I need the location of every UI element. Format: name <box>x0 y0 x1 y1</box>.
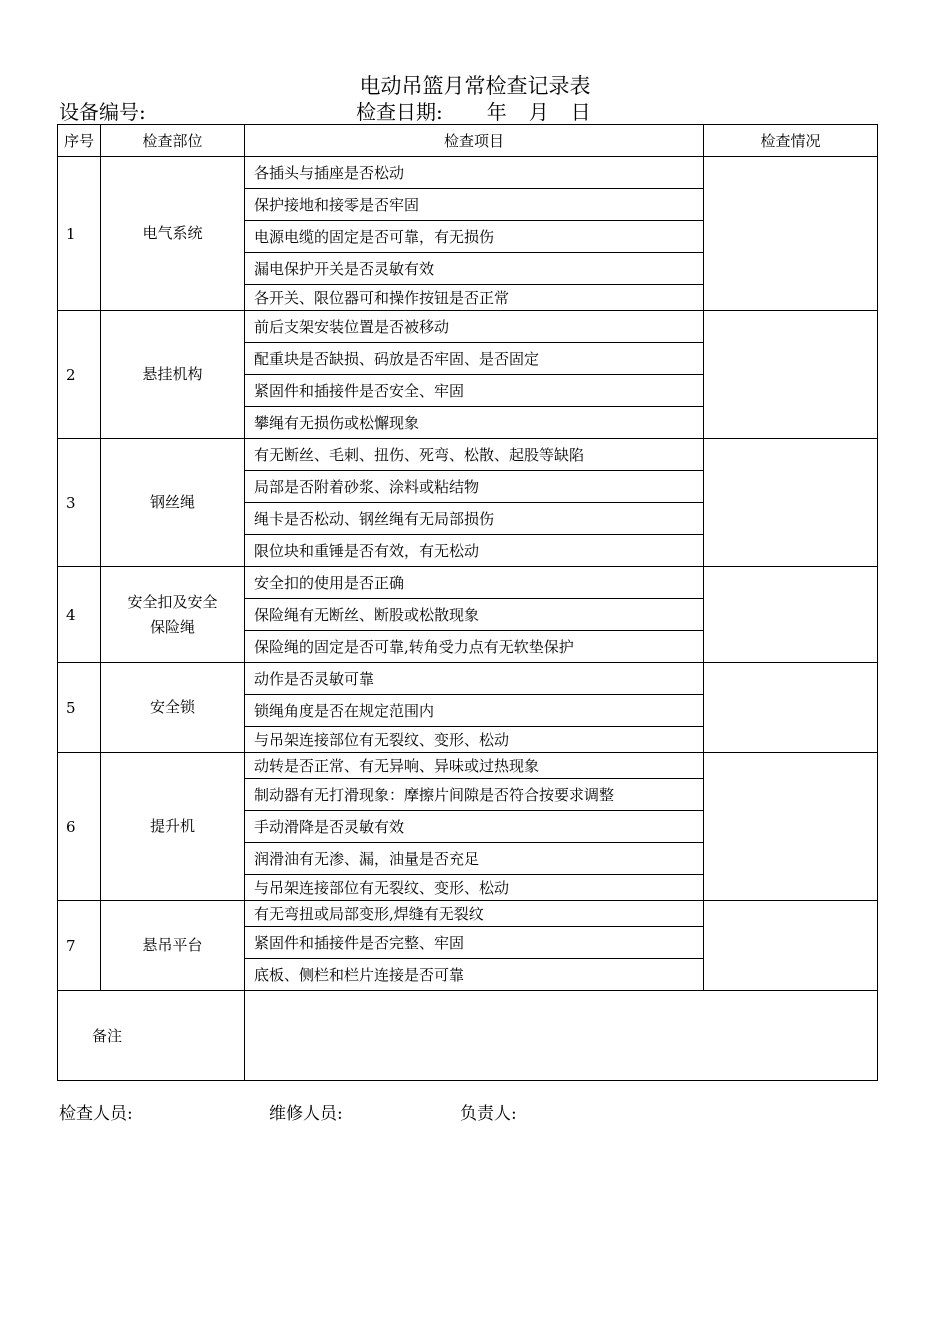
check-item: 动作是否灵敏可靠 <box>245 663 704 695</box>
header-seq: 序号 <box>58 125 101 157</box>
check-item: 有无弯扭或局部变形,焊缝有无裂纹 <box>245 901 704 927</box>
inspection-date <box>356 98 591 126</box>
remarks-row <box>58 991 878 1081</box>
responsible-label: 负责人: <box>460 1104 517 1124</box>
check-item: 底板、侧栏和栏片连接是否可靠 <box>245 959 704 991</box>
section-part: 电气系统 <box>101 157 245 311</box>
check-item: 有无断丝、毛刺、扭伤、死弯、松散、起股等缺陷 <box>245 439 704 471</box>
inspector-label: 检查人员: <box>59 1104 133 1124</box>
header-row <box>58 125 878 157</box>
header-items: 检查项目 <box>245 125 704 157</box>
check-item: 限位块和重锤是否有效，有无松动 <box>245 535 704 567</box>
year-label: 年 <box>486 100 507 124</box>
date-label: 检查日期: <box>356 100 443 124</box>
section-part-line: 安全扣及安全 <box>127 592 218 611</box>
table-row <box>58 663 878 695</box>
check-item: 前后支架安装位置是否被移动 <box>245 311 704 343</box>
table-row <box>58 439 878 471</box>
status-cell[interactable] <box>704 663 878 753</box>
status-cell[interactable] <box>704 567 878 663</box>
table-row <box>58 311 878 343</box>
check-item: 保护接地和接零是否牢固 <box>245 189 704 221</box>
repairer-label: 维修人员: <box>269 1104 343 1124</box>
status-cell[interactable] <box>704 157 878 311</box>
section-number: 3 <box>58 439 101 567</box>
equipment-no-label: 设备编号: <box>59 100 146 124</box>
section-part: 提升机 <box>101 753 245 901</box>
table-row <box>58 901 878 927</box>
check-item: 安全扣的使用是否正确 <box>245 567 704 599</box>
section-part <box>101 567 245 663</box>
section-number: 1 <box>58 157 101 311</box>
table-row <box>58 157 878 189</box>
check-item: 保险绳的固定是否可靠,转角受力点有无软垫保护 <box>245 631 704 663</box>
check-item: 与吊架连接部位有无裂纹、变形、松动 <box>245 875 704 901</box>
check-item: 电源电缆的固定是否可靠，有无损伤 <box>245 221 704 253</box>
remarks-field[interactable] <box>245 991 878 1081</box>
check-item: 锁绳角度是否在规定范围内 <box>245 695 704 727</box>
month-label: 月 <box>528 100 549 124</box>
section-number: 5 <box>58 663 101 753</box>
header-part: 检查部位 <box>101 125 245 157</box>
inspection-table <box>57 124 878 1081</box>
check-item: 润滑油有无渗、漏，油量是否充足 <box>245 843 704 875</box>
check-item: 保险绳有无断丝、断股或松散现象 <box>245 599 704 631</box>
check-item: 攀绳有无损伤或松懈现象 <box>245 407 704 439</box>
table-row <box>58 753 878 779</box>
check-item: 紧固件和插接件是否完整、牢固 <box>245 927 704 959</box>
check-item: 紧固件和插接件是否安全、牢固 <box>245 375 704 407</box>
check-item: 配重块是否缺损、码放是否牢固、是否固定 <box>245 343 704 375</box>
section-part: 悬吊平台 <box>101 901 245 991</box>
section-number: 2 <box>58 311 101 439</box>
status-cell[interactable] <box>704 753 878 901</box>
section-number: 4 <box>58 567 101 663</box>
check-item: 漏电保护开关是否灵敏有效 <box>245 253 704 285</box>
header-status: 检查情况 <box>704 125 878 157</box>
status-cell[interactable] <box>704 439 878 567</box>
check-item: 手动滑降是否灵敏有效 <box>245 811 704 843</box>
table-row <box>58 567 878 599</box>
section-part: 安全锁 <box>101 663 245 753</box>
status-cell[interactable] <box>704 311 878 439</box>
check-item: 各开关、限位器可和操作按钮是否正常 <box>245 285 704 311</box>
day-label: 日 <box>570 100 591 124</box>
check-item: 绳卡是否松动、钢丝绳有无局部损伤 <box>245 503 704 535</box>
check-item: 制动器有无打滑现象：摩擦片间隙是否符合按要求调整 <box>245 779 704 811</box>
status-cell[interactable] <box>704 901 878 991</box>
check-item: 各插头与插座是否松动 <box>245 157 704 189</box>
check-item: 局部是否附着砂浆、涂料或粘结物 <box>245 471 704 503</box>
check-item: 动转是否正常、有无异响、异味或过热现象 <box>245 753 704 779</box>
check-item: 与吊架连接部位有无裂纹、变形、松动 <box>245 727 704 753</box>
section-part-line: 保险绳 <box>149 617 195 636</box>
section-number: 6 <box>58 753 101 901</box>
section-number: 7 <box>58 901 101 991</box>
page-title: 电动吊篮月常检查记录表 <box>359 74 591 98</box>
section-part: 悬挂机构 <box>101 311 245 439</box>
section-part: 钢丝绳 <box>101 439 245 567</box>
remarks-label: 备注 <box>58 991 245 1081</box>
